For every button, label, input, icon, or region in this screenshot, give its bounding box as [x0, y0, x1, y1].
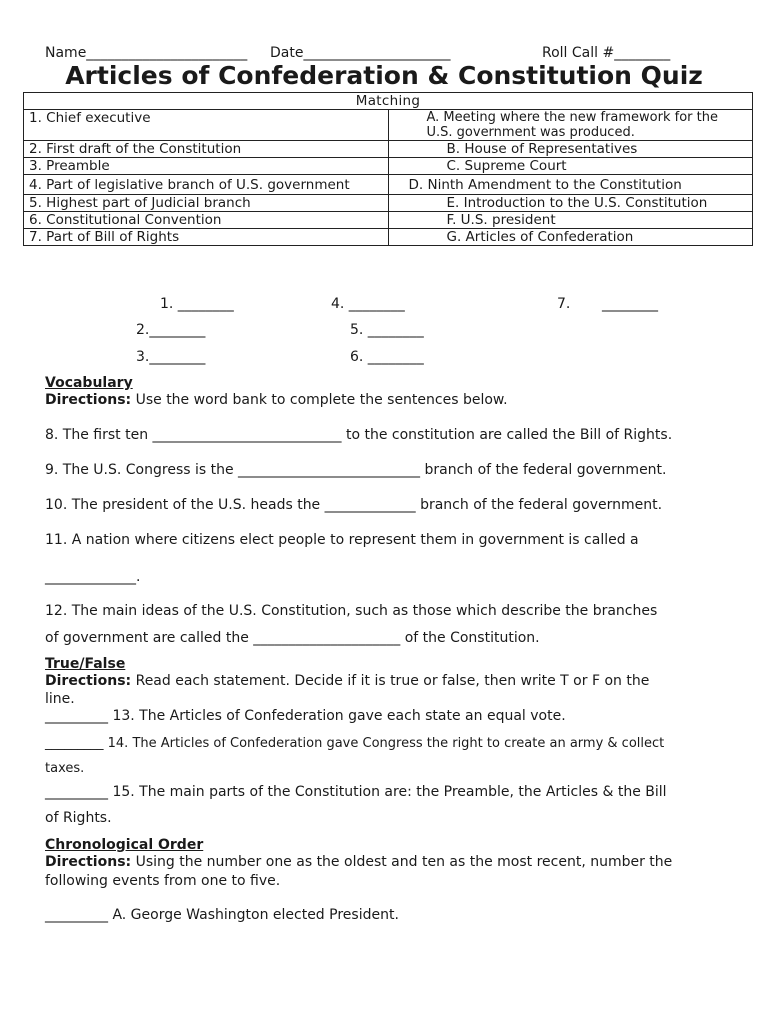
matching-left-cell: 3. Preamble [24, 158, 389, 175]
question-12-cont: of government are called the _____________________ of the Constitution. [45, 630, 540, 646]
roll-call-field-label: Roll Call #________ [542, 45, 671, 61]
table-row [24, 110, 753, 141]
matching-heading: Matching [24, 93, 753, 110]
directions-label: Directions: [45, 392, 132, 408]
vocabulary-directions [45, 392, 508, 408]
matching-left-cell: 1. Chief executive [24, 110, 389, 141]
matching-right-cell: D. Ninth Amendment to the Constitution [388, 175, 753, 195]
question-10: 10. The president of the U.S. heads the _____________ branch of the federal government. [45, 497, 663, 513]
answer-blank-5[interactable]: 5. ________ [350, 322, 424, 338]
table-row [24, 141, 753, 158]
vocabulary-heading: Vocabulary [45, 375, 133, 391]
question-11: 11. A nation where citizens elect people to represent them in government is called a [45, 532, 639, 548]
answer-label-7: 7. [557, 296, 571, 312]
question-12: 12. The main ideas of the U.S. Constitution, such as those which describe the branches [45, 603, 658, 619]
matching-right-cell: F. U.S. president [388, 212, 753, 229]
chronological-directions-cont: following events from one to five. [45, 873, 281, 889]
question-14: _________ 14. The Articles of Confederation gave Congress the right to create an army & collect [45, 736, 665, 751]
answer-blank-2[interactable]: 2.________ [136, 322, 206, 338]
chronological-directions [45, 854, 672, 870]
matching-left-cell: 2. First draft of the Constitution [24, 141, 389, 158]
question-11-blank[interactable]: _____________. [45, 569, 141, 585]
question-8: 8. The first ten ___________________________ to the constitution are called the Bill of Rights. [45, 427, 673, 443]
page-title: Articles of Confederation & Constitution Quiz [65, 61, 703, 90]
question-13: _________ 13. The Articles of Confederation gave each state an equal vote. [45, 708, 566, 724]
true-false-directions-cont: line. [45, 691, 75, 707]
answer-blank-6[interactable]: 6. ________ [350, 349, 424, 365]
matching-right-cell: B. House of Representatives [388, 141, 753, 158]
answer-blank-1[interactable]: 1. ________ [160, 296, 234, 312]
answer-blank-7[interactable]: ________ [602, 296, 658, 312]
true-false-heading: True/False [45, 656, 126, 672]
date-field-label: Date_____________________ [270, 45, 451, 61]
directions-label: Directions: [45, 854, 132, 870]
matching-left-cell: 7. Part of Bill of Rights [24, 229, 389, 246]
matching-right-cell: A. Meeting where the new framework for the U.S. government was produced. [388, 110, 753, 141]
chronological-item-a: _________ A. George Washington elected President. [45, 907, 399, 923]
answer-blank-3[interactable]: 3.________ [136, 349, 206, 365]
table-row [24, 229, 753, 246]
table-row [24, 175, 753, 195]
directions-text: Use the word bank to complete the sentences below. [131, 392, 508, 408]
matching-right-cell: C. Supreme Court [388, 158, 753, 175]
table-row [24, 195, 753, 212]
directions-label: Directions: [45, 673, 132, 689]
question-14-cont: taxes. [45, 761, 85, 776]
table-row [24, 212, 753, 229]
matching-left-cell: 5. Highest part of Judicial branch [24, 195, 389, 212]
directions-text: Read each statement. Decide if it is true or false, then write T or F on the [131, 673, 650, 689]
directions-text: Using the number one as the oldest and ten as the most recent, number the [131, 854, 673, 870]
table-row [24, 158, 753, 175]
chronological-heading: Chronological Order [45, 837, 204, 853]
question-15: _________ 15. The main parts of the Constitution are: the Preamble, the Articles & the Bill [45, 784, 667, 800]
matching-table [23, 92, 753, 246]
question-9: 9. The U.S. Congress is the __________________________ branch of the federal government. [45, 462, 667, 478]
matching-left-cell: 4. Part of legislative branch of U.S. government [24, 175, 389, 195]
matching-left-cell: 6. Constitutional Convention [24, 212, 389, 229]
answer-blank-4[interactable]: 4. ________ [331, 296, 405, 312]
matching-right-cell: G. Articles of Confederation [388, 229, 753, 246]
name-field-label: Name_______________________ [45, 45, 248, 61]
matching-right-cell: E. Introduction to the U.S. Constitution [388, 195, 753, 212]
true-false-directions [45, 673, 649, 689]
question-15-cont: of Rights. [45, 810, 112, 826]
